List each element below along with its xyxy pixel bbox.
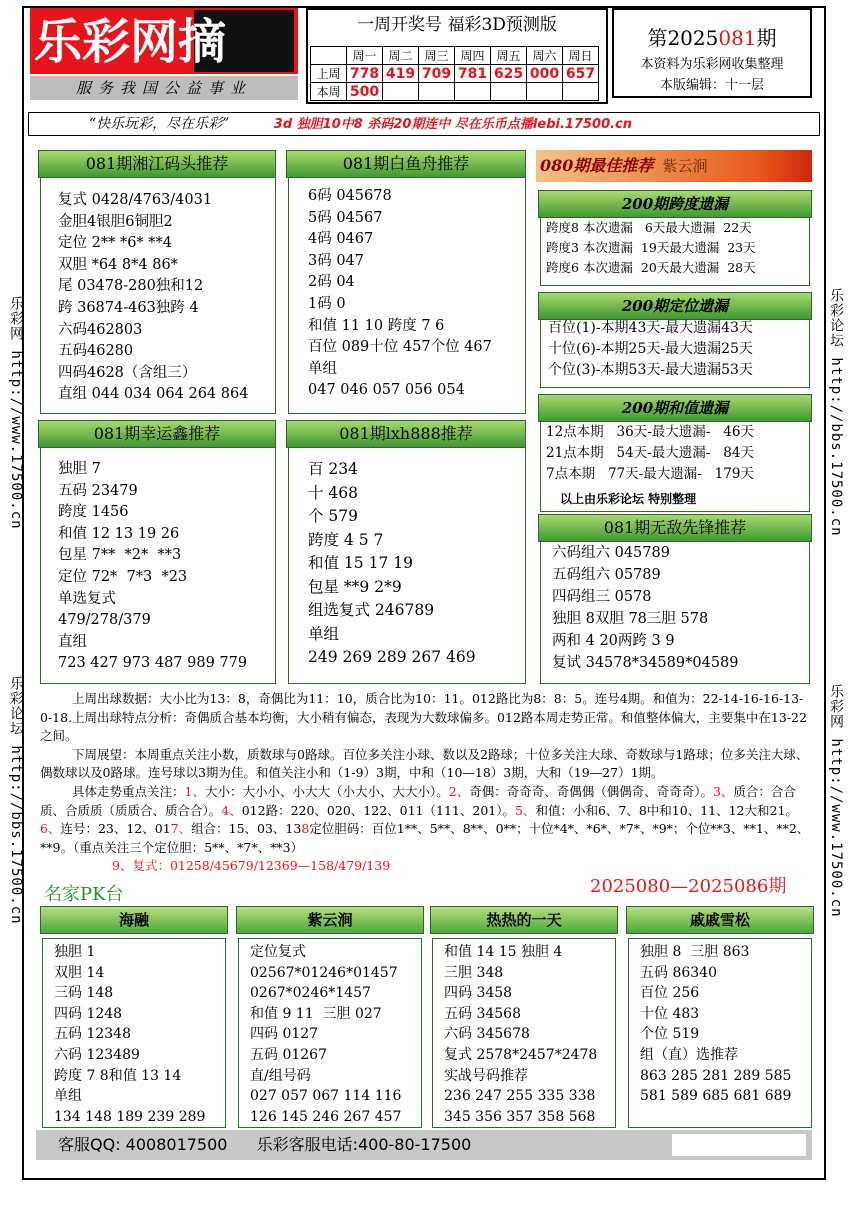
line-item: 跨度3 本次遗漏 19天最大遗漏 23天 xyxy=(546,240,756,255)
line-item: 五码 01267 xyxy=(250,1046,327,1063)
side-text-right-top: 乐彩论坛 http://bbs.17500.cn xyxy=(828,288,844,537)
line-item: 单组 xyxy=(308,360,337,377)
side-text-right-bottom: 乐彩网 http://www.17500.cn xyxy=(828,684,844,918)
line-item: 直组 044 034 064 264 864 xyxy=(58,386,249,403)
day-header-2: 周三 xyxy=(419,47,455,65)
line-item: 五码 23479 xyxy=(58,482,138,499)
line-item: 和值 11 10 跨度 7 6 xyxy=(308,317,445,334)
focus-item-text: 大小：大小小、小大大（小大小、大大小）。 xyxy=(204,783,449,799)
line-item: 跨 36874-463独跨 4 xyxy=(58,299,199,316)
pk-column-title: 海融 xyxy=(40,906,228,934)
line-item: 单组 xyxy=(54,1088,82,1105)
panel-lxh888-lines xyxy=(308,458,476,670)
page-title: 一周开奖号 福彩3D预测版 xyxy=(357,15,557,35)
sum-miss-note: 以上由乐彩论坛 特别整理 xyxy=(560,492,697,506)
last-week-draw-0: 778 xyxy=(347,65,383,83)
focus-item-number: 7、 xyxy=(170,821,192,837)
line-item: 7点本期 77天-最大遗漏- 179天 xyxy=(546,466,754,482)
line-item: 百 234 xyxy=(308,460,359,478)
line-item: 02567*01246*01457 xyxy=(250,964,398,981)
line-item: 六码462803 xyxy=(58,321,143,338)
line-item: 双胆 14 xyxy=(54,964,105,981)
day-header-0: 周一 xyxy=(347,47,383,65)
panel-baiyu-title: 081期白鱼舟推荐 xyxy=(286,150,526,178)
focus-item-text: 组合：15、03、13 xyxy=(191,821,302,837)
analysis-p1: 上周出球数据：大小比为13：8，奇偶比为11：10，质合比为10：11。012路比为8：8：5。连号4期。和值为：22-14-16-16-13-0-18.上周出球特点分析：奇偶质合基本均衡，大小稍有偏态，表现为大数球偏多。012路本周走势正常。和值整体偏大，主要集中在13-22之间。 xyxy=(40,691,807,744)
last-week-draw-2: 709 xyxy=(419,65,455,83)
line-item: 134 148 189 239 289 xyxy=(54,1108,206,1125)
line-item: 十位 483 xyxy=(640,1005,700,1022)
line-item: 2码 04 xyxy=(308,274,355,291)
line-item: 独胆 8双胆 78三胆 578 xyxy=(552,611,709,627)
focus-item-number: 1、 xyxy=(184,783,205,799)
footer-blank-box xyxy=(672,1134,806,1156)
line-item: 五码 12348 xyxy=(54,1026,131,1043)
line-item: 四码 0127 xyxy=(250,1026,319,1043)
last-week-draw-1: 419 xyxy=(383,65,419,83)
side-text-left-top: 乐彩网 http://www.17500.cn xyxy=(8,296,24,530)
line-item: 金胆4银胆6铜胆2 xyxy=(58,213,173,230)
line-item: 0267*0246*1457 xyxy=(250,985,371,1002)
line-item: 027 057 067 114 116 xyxy=(250,1088,402,1105)
this-week-draw-4 xyxy=(491,83,527,101)
line-item: 3码 047 xyxy=(308,252,365,269)
line-item: 和值 12 13 19 26 xyxy=(58,525,180,542)
panel-span-miss-title: 200期跨度遗漏 xyxy=(538,190,812,218)
line-item: 百位(1)-本期43天-最大遗漏43天 xyxy=(548,320,753,336)
line-item: 双胆 *64 8*4 86* xyxy=(58,256,178,273)
focus-item-number: 4、 xyxy=(221,802,242,818)
focus-item-number: 2、 xyxy=(448,783,470,799)
footer-qq: 客服QQ: 4008017500 xyxy=(58,1135,228,1154)
day-header-6: 周日 xyxy=(563,47,599,65)
analysis-p4: 9、复式：01258/45679/12369—158/479/139 xyxy=(112,858,391,874)
this-week-label: 本周 xyxy=(311,83,347,101)
pk-column-title: 热热的一天 xyxy=(430,906,618,934)
panel-sum-miss-title: 200期和值遗漏 xyxy=(538,394,812,422)
line-item: 六码 123489 xyxy=(54,1046,140,1063)
pk-column-title: 紫云涧 xyxy=(236,906,424,934)
issue-suffix: 期 xyxy=(756,26,777,50)
line-item: 三码 148 xyxy=(54,985,114,1002)
line-item: 五码46280 xyxy=(58,343,134,360)
line-item: 跨度 7 8和值 13 14 xyxy=(54,1067,182,1084)
line-item: 4码 0467 xyxy=(308,231,374,248)
line-item: 四码 3458 xyxy=(444,985,513,1002)
line-item: 跨度 1456 xyxy=(58,504,129,521)
line-item: 十位(6)-本期25天-最大遗漏25天 xyxy=(548,341,753,357)
line-item: 479/278/379 xyxy=(58,612,151,629)
line-item: 组选复式 246789 xyxy=(308,601,435,619)
line-item: 直组 xyxy=(58,633,87,650)
logo xyxy=(30,8,298,74)
line-item: 三胆 348 xyxy=(444,964,504,981)
logo-slogan: 服务我国公益事业 xyxy=(30,76,298,100)
line-item: 定位 2** *6* **4 xyxy=(58,235,173,252)
line-item: 六码组六 045789 xyxy=(552,545,670,561)
line-item: 单选复式 xyxy=(58,590,116,607)
line-item: 定位复式 xyxy=(250,944,306,960)
this-week-draw-1 xyxy=(383,83,419,101)
line-item: 863 285 281 289 585 xyxy=(640,1067,792,1084)
analysis-p3-pre: 具体走势重点关注： xyxy=(72,783,185,799)
line-item: 十 468 xyxy=(308,483,359,502)
pk-column-lines xyxy=(54,942,205,1127)
line-item: 四码4628（含组三） xyxy=(58,364,197,381)
day-header-1: 周二 xyxy=(383,47,419,65)
panel-lxh888-title: 081期lxh888推荐 xyxy=(286,420,526,448)
line-item: 五码组六 05789 xyxy=(552,567,661,583)
line-item: 个位 519 xyxy=(640,1026,700,1043)
best-name: 紫云涧 xyxy=(662,157,708,175)
line-item: 6码 045678 xyxy=(308,188,392,204)
pk-column-lines xyxy=(250,942,401,1127)
line-item: 和值 9 11 三胆 027 xyxy=(250,1005,382,1022)
line-item: 12点本期 36天-最大遗漏- 46天 xyxy=(546,424,754,440)
line-item: 百位 256 xyxy=(640,985,700,1002)
line-item: 和值 14 15 独胆 4 xyxy=(444,944,563,960)
line-item: 实战号码推荐 xyxy=(444,1067,528,1084)
line-item: 独胆 1 xyxy=(54,944,96,960)
focus-item-text: 质合：合合质、合质质（质质合、质合合）。 xyxy=(40,783,796,818)
focus-item-text: 连号：23、12、01 xyxy=(60,821,171,837)
this-week-draw-6 xyxy=(563,83,599,101)
focus-item-text: 和值：小和6、7、8中和10、11、12大和21。 xyxy=(535,802,798,818)
line-item: 直/组号码 xyxy=(250,1067,311,1084)
pk-title: 名家PK台 xyxy=(44,884,124,905)
line-item: 复式 2578*2457*2478 xyxy=(444,1046,598,1063)
line-item: 和值 15 17 19 xyxy=(308,554,413,572)
line-item: 单组 xyxy=(308,624,340,643)
slogan-quote: “快乐玩彩，尽在乐彩” xyxy=(89,116,230,132)
issue-prefix: 第2025 xyxy=(647,26,719,50)
line-item: 581 589 685 681 689 xyxy=(640,1088,792,1105)
panel-wudi-lines xyxy=(552,542,739,674)
day-header-3: 周四 xyxy=(455,47,491,65)
line-item: 百位 089十位 457个位 467 xyxy=(308,339,492,356)
this-week-draw-5 xyxy=(527,83,563,101)
panel-xiangjiang-title: 081期湘江码头推荐 xyxy=(38,150,276,178)
focus-item-text: 定位胆码：百位1**、5**、8**、0**；十位*4*、*6*、*7*、*9*；个位**3、**1、**2、**9。（重点关注三个定位胆：5**、*7*、**3） xyxy=(40,821,810,855)
best-banner xyxy=(536,150,812,182)
line-item: 249 269 289 267 469 xyxy=(308,648,476,666)
best-title: 080期最佳推荐 xyxy=(540,156,654,175)
day-header-5: 周六 xyxy=(527,47,563,65)
line-item: 四码 1248 xyxy=(54,1005,123,1022)
line-item: 5码 04567 xyxy=(308,209,383,226)
analysis-p3 xyxy=(40,783,815,857)
line-item: 1码 0 xyxy=(308,295,346,312)
line-item: 跨度 4 5 7 xyxy=(308,530,384,549)
line-item: 包星 7** *2* **3 xyxy=(58,547,182,564)
issue-number xyxy=(614,22,810,51)
focus-item-number: 3、 xyxy=(712,783,734,799)
line-item: 个 579 xyxy=(308,507,359,525)
source-note: 本资料为乐彩网收集整理 xyxy=(640,57,784,72)
last-week-label: 上周 xyxy=(311,65,347,83)
side-text-left-bottom: 乐彩论坛 http://bbs.17500.cn xyxy=(8,676,24,925)
panel-span-miss-lines xyxy=(546,218,756,278)
focus-item-text: 012路：220、020、122、011（111、201）。 xyxy=(241,802,515,818)
panel-xiangjiang-lines xyxy=(58,190,248,406)
logo-text: 乐彩网摘 xyxy=(34,14,227,70)
line-item: 组（直）选推荐 xyxy=(640,1046,738,1063)
analysis-text xyxy=(40,690,815,876)
line-item: 126 145 246 267 457 xyxy=(250,1108,402,1125)
this-week-draw-3 xyxy=(455,83,491,101)
issue-num: 081 xyxy=(718,26,757,50)
line-item: 尾 03478-280独和12 xyxy=(58,278,204,295)
line-item: 跨度6 本次遗漏 20天最大遗漏 28天 xyxy=(546,260,756,275)
line-item: 独胆 8 三胆 863 xyxy=(640,944,750,960)
focus-item-number: 6、 xyxy=(40,821,61,837)
pk-column-title: 戚戚雪松 xyxy=(626,906,814,934)
pk-column-lines xyxy=(444,942,597,1127)
focus-item-text: 奇偶：奇奇奇、奇偶偶（偶偶奇、奇奇奇）。 xyxy=(469,783,713,799)
line-item: 个位(3)-本期53天-最大遗漏53天 xyxy=(548,362,753,378)
line-item: 复式 0428/4763/4031 xyxy=(58,192,213,208)
line-item: 345 356 357 358 568 xyxy=(444,1108,596,1125)
panel-sum-miss-lines xyxy=(546,422,754,485)
line-item: 定位 72* 7*3 *23 xyxy=(58,568,188,585)
panel-pos-miss-title: 200期定位遗漏 xyxy=(538,292,812,320)
pk-column-lines xyxy=(640,942,791,1107)
corner-cell xyxy=(311,47,347,65)
last-week-draw-3: 781 xyxy=(455,65,491,83)
last-week-draw-5: 000 xyxy=(527,65,563,83)
line-item: 独胆 7 xyxy=(58,461,101,477)
panel-pos-miss-lines xyxy=(548,318,753,381)
panel-xingyun-title: 081期幸运鑫推荐 xyxy=(38,420,276,448)
editor-note: 本版编辑：十一层 xyxy=(659,78,764,93)
line-item: 236 247 255 335 338 xyxy=(444,1088,596,1105)
line-item: 包星 **9 2*9 xyxy=(308,577,402,596)
day-header-4: 周五 xyxy=(491,47,527,65)
line-item: 四码组三 0578 xyxy=(552,589,652,605)
focus-item-number: 8 xyxy=(301,821,310,837)
line-item: 复试 34578*34589*04589 xyxy=(552,655,739,671)
line-item: 跨度8 本次遗漏 6天最大遗漏 22天 xyxy=(546,220,752,235)
draw-table xyxy=(310,46,599,101)
this-week-draw-0: 500 xyxy=(347,83,383,101)
last-week-draw-6: 657 xyxy=(563,65,599,83)
pk-period: 2025080—2025086期 xyxy=(590,876,787,897)
this-week-draw-2 xyxy=(419,83,455,101)
slogan-line xyxy=(28,112,820,136)
line-item: 047 046 057 056 054 xyxy=(308,382,465,399)
ad-text[interactable]: 3d 独胆10中8 杀码20期连中 尽在乐币点播lebi.17500.cn xyxy=(273,117,633,132)
line-item: 六码 345678 xyxy=(444,1026,530,1043)
focus-item-number: 5、 xyxy=(514,802,536,818)
panel-xingyun-lines xyxy=(58,459,247,675)
analysis-p2: 下周展望：本周重点关注小数，质数球与0路球。百位多关注小球、数以及2路球；十位多关注大球、奇数球与1路球；位多关注大球、偶数球以及0路球。连号球以3期为佳。和值关注小和（1-9）3期，中和（10—18）3期，大和（19—27）1期。 xyxy=(40,746,809,781)
panel-wudi-title: 081期无敌先锋推荐 xyxy=(538,514,812,542)
panel-baiyu-lines xyxy=(308,186,492,402)
footer-bar xyxy=(36,1130,812,1160)
issue-box xyxy=(612,8,812,98)
footer-phone: 乐彩客服电话:400-80-17500 xyxy=(256,1135,472,1154)
line-item: 五码 34568 xyxy=(444,1005,521,1022)
line-item: 五码 86340 xyxy=(640,964,717,981)
line-item: 723 427 973 487 989 779 xyxy=(58,655,248,672)
last-week-draw-4: 625 xyxy=(491,65,527,83)
line-item: 两和 4 20两跨 3 9 xyxy=(552,633,675,649)
line-item: 21点本期 54天-最大遗漏- 84天 xyxy=(546,445,754,461)
